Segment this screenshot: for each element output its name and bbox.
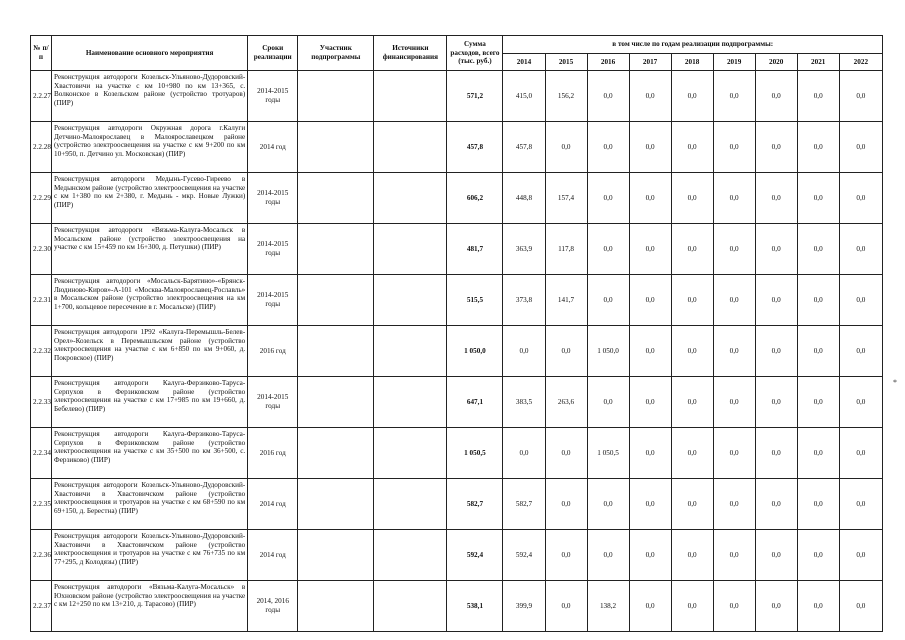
funding-source-cell	[374, 71, 447, 122]
year-amount: 0,0	[671, 479, 713, 530]
year-amount: 0,0	[797, 173, 839, 224]
year-amount: 0,0	[503, 428, 545, 479]
year-amount: 0,0	[545, 581, 587, 632]
col-header-source: Источники финансирования	[374, 36, 447, 71]
year-amount: 0,0	[797, 581, 839, 632]
funding-source-cell	[374, 326, 447, 377]
year-amount: 383,5	[503, 377, 545, 428]
total-amount: 538,1	[447, 581, 503, 632]
year-amount: 0,0	[839, 326, 882, 377]
year-amount: 0,0	[755, 377, 797, 428]
year-amount: 138,2	[587, 581, 629, 632]
year-amount: 0,0	[671, 122, 713, 173]
year-amount: 373,8	[503, 275, 545, 326]
year-amount: 0,0	[587, 377, 629, 428]
table-row	[31, 428, 883, 479]
implementation-period: 2014 год	[248, 530, 298, 581]
year-amount: 0,0	[671, 581, 713, 632]
total-amount: 1 050,5	[447, 428, 503, 479]
year-amount: 0,0	[755, 275, 797, 326]
year-amount: 0,0	[755, 479, 797, 530]
measure-name: Реконструкция автодороги Медынь-Гусево-Гиреево в Медынском районе (устройство электроосвещения на участке с км 1+380 по км 2+380, г. Медынь - мкр. Новые Лужки) (ПИР)	[52, 173, 248, 224]
funding-source-cell	[374, 122, 447, 173]
year-amount: 1 050,0	[587, 326, 629, 377]
year-amount: 0,0	[839, 479, 882, 530]
funding-source-cell	[374, 224, 447, 275]
col-header-year: 2015	[545, 54, 587, 71]
year-amount: 0,0	[629, 173, 671, 224]
year-amount: 0,0	[587, 275, 629, 326]
measure-name: Реконструкция автодороги 1Р92 «Калуга-Перемышль-Белев-Орел»-Козельск в Перемышльском районе (устройство электроосвещения на участке с км 6+850 по км 9+060, д. Покровское) (ПИР)	[52, 326, 248, 377]
table-row	[31, 326, 883, 377]
col-header-year: 2017	[629, 54, 671, 71]
year-amount: 0,0	[629, 428, 671, 479]
participant-cell	[298, 581, 374, 632]
participant-cell	[298, 275, 374, 326]
year-amount: 0,0	[839, 275, 882, 326]
row-number: 2.2.37	[31, 581, 52, 632]
col-header-period: Сроки реализации	[248, 36, 298, 71]
year-amount: 0,0	[545, 479, 587, 530]
measure-name: Реконструкция автодороги Козельск-Ульяново-Дудоровский-Хвастовичи на участке с км 10+980 по км 13+365, с. Волконское в Козельском районе (устройство тротуаров) (ПИР)	[52, 71, 248, 122]
year-amount: 0,0	[713, 581, 755, 632]
year-amount: 0,0	[587, 479, 629, 530]
funding-source-cell	[374, 428, 447, 479]
year-amount: 1 050,5	[587, 428, 629, 479]
year-amount: 0,0	[587, 71, 629, 122]
year-amount: 0,0	[587, 224, 629, 275]
implementation-period: 2014, 2016 годы	[248, 581, 298, 632]
col-header-year: 2018	[671, 54, 713, 71]
measure-name: Реконструкция автодороги Козельск-Ульяново-Дудоровский-Хвастовичи в Хвастовичском районе (устройство электроосвещения и тротуаров на участке с км 68+590 по км 69+150, д. Берестна) (ПИР)	[52, 479, 248, 530]
year-amount: 0,0	[755, 224, 797, 275]
implementation-period: 2014-2015 годы	[248, 71, 298, 122]
year-amount: 0,0	[545, 428, 587, 479]
year-amount: 415,0	[503, 71, 545, 122]
year-amount: 0,0	[713, 479, 755, 530]
year-amount: 0,0	[671, 377, 713, 428]
col-header-name: Наименование основного мероприятия	[52, 36, 248, 71]
implementation-period: 2016 год	[248, 428, 298, 479]
funding-source-cell	[374, 530, 447, 581]
year-amount: 0,0	[713, 173, 755, 224]
year-amount: 0,0	[797, 428, 839, 479]
year-amount: 592,4	[503, 530, 545, 581]
implementation-period: 2014 год	[248, 479, 298, 530]
year-amount: 0,0	[713, 377, 755, 428]
program-measures-table	[30, 35, 883, 632]
implementation-period: 2014-2015 годы	[248, 173, 298, 224]
table-row	[31, 71, 883, 122]
table-row	[31, 224, 883, 275]
row-number: 2.2.30	[31, 224, 52, 275]
year-amount: 0,0	[629, 224, 671, 275]
implementation-period: 2014 год	[248, 122, 298, 173]
total-amount: 592,4	[447, 530, 503, 581]
year-amount: 0,0	[839, 173, 882, 224]
year-amount: 0,0	[713, 275, 755, 326]
year-amount: 0,0	[629, 377, 671, 428]
total-amount: 1 050,0	[447, 326, 503, 377]
year-amount: 0,0	[839, 224, 882, 275]
table-row	[31, 530, 883, 581]
year-amount: 0,0	[629, 530, 671, 581]
year-amount: 0,0	[797, 326, 839, 377]
year-amount: 0,0	[797, 71, 839, 122]
year-amount: 0,0	[629, 479, 671, 530]
year-amount: 0,0	[629, 71, 671, 122]
col-header-year: 2014	[503, 54, 545, 71]
year-amount: 582,7	[503, 479, 545, 530]
col-header-years-group: в том числе по годам реализации подпрограммы:	[503, 36, 883, 54]
implementation-period: 2014-2015 годы	[248, 275, 298, 326]
margin-mark: *	[893, 378, 897, 387]
year-amount: 0,0	[797, 224, 839, 275]
col-header-total: Сумма расходов, всего (тыс. руб.)	[447, 36, 503, 71]
measure-name: Реконструкция автодороги «Вязьма-Калуга-Мосальск в Мосальском районе (устройство электроосвещения на участке с км 15+459 по км 16+300, д. Петушки) (ПИР)	[52, 224, 248, 275]
year-amount: 0,0	[839, 377, 882, 428]
header-row-top	[31, 36, 883, 54]
year-amount: 0,0	[713, 122, 755, 173]
col-header-participant: Участник подпрограммы	[298, 36, 374, 71]
row-number: 2.2.36	[31, 530, 52, 581]
year-amount: 0,0	[545, 530, 587, 581]
year-amount: 0,0	[629, 122, 671, 173]
measure-name: Реконструкция автодороги «Мосальск-Барятино»-«Брянск-Людиново-Киров»-А-101 «Москва-Малоярославец-Рославль» в Мосальском районе (устройство электроосвещения на км 1+700, кольцевое пересечение в г. Мосальске) (ПИР)	[52, 275, 248, 326]
year-amount: 0,0	[671, 428, 713, 479]
participant-cell	[298, 326, 374, 377]
table-row	[31, 479, 883, 530]
year-amount: 457,8	[503, 122, 545, 173]
year-amount: 0,0	[503, 326, 545, 377]
measure-name: Реконструкция автодороги Калуга-Ферзиково-Таруса-Серпухов в Ферзиковском районе (устройство электроосвещения на участке с км 35+500 по км 36+500, с. Ферзиково) (ПИР)	[52, 428, 248, 479]
year-amount: 0,0	[713, 71, 755, 122]
year-amount: 0,0	[755, 326, 797, 377]
year-amount: 0,0	[545, 326, 587, 377]
row-number: 2.2.27	[31, 71, 52, 122]
year-amount: 0,0	[545, 122, 587, 173]
year-amount: 0,0	[671, 326, 713, 377]
year-amount: 0,0	[797, 377, 839, 428]
funding-source-cell	[374, 275, 447, 326]
year-amount: 0,0	[629, 581, 671, 632]
participant-cell	[298, 377, 374, 428]
implementation-period: 2014-2015 годы	[248, 377, 298, 428]
row-number: 2.2.35	[31, 479, 52, 530]
year-amount: 0,0	[671, 530, 713, 581]
year-amount: 263,6	[545, 377, 587, 428]
year-amount: 0,0	[797, 530, 839, 581]
year-amount: 0,0	[671, 71, 713, 122]
col-header-year: 2019	[713, 54, 755, 71]
year-amount: 0,0	[797, 479, 839, 530]
year-amount: 0,0	[797, 122, 839, 173]
measure-name: Реконструкция автодороги Окружная дорога г.Калуги Детчино-Малоярославец в Малоярославецком районе (устройство электроосвещения на участке с км 9+200 по км 10+950, п. Детчино ул. Московская) (ПИР)	[52, 122, 248, 173]
row-number: 2.2.33	[31, 377, 52, 428]
year-amount: 0,0	[755, 71, 797, 122]
row-number: 2.2.29	[31, 173, 52, 224]
year-amount: 0,0	[713, 530, 755, 581]
implementation-period: 2016 год	[248, 326, 298, 377]
participant-cell	[298, 224, 374, 275]
table-row	[31, 581, 883, 632]
participant-cell	[298, 122, 374, 173]
year-amount: 0,0	[755, 173, 797, 224]
row-number: 2.2.28	[31, 122, 52, 173]
year-amount: 0,0	[629, 326, 671, 377]
year-amount: 0,0	[587, 173, 629, 224]
funding-source-cell	[374, 479, 447, 530]
participant-cell	[298, 173, 374, 224]
year-amount: 0,0	[839, 71, 882, 122]
col-header-year: 2020	[755, 54, 797, 71]
participant-cell	[298, 530, 374, 581]
year-amount: 0,0	[839, 428, 882, 479]
year-amount: 0,0	[713, 428, 755, 479]
year-amount: 0,0	[671, 275, 713, 326]
col-header-year: 2021	[797, 54, 839, 71]
year-amount: 0,0	[587, 530, 629, 581]
total-amount: 515,5	[447, 275, 503, 326]
year-amount: 0,0	[587, 122, 629, 173]
total-amount: 481,7	[447, 224, 503, 275]
year-amount: 399,9	[503, 581, 545, 632]
year-amount: 363,9	[503, 224, 545, 275]
funding-source-cell	[374, 377, 447, 428]
measure-name: Реконструкция автодороги Козельск-Ульяново-Дудоровский-Хвастовичи в Хвастовичском районе (устройство электроосвещения и тротуаров на участке с км 76+735 по км 77+295, д Колодязы) (ПИР)	[52, 530, 248, 581]
year-amount: 0,0	[755, 122, 797, 173]
funding-source-cell	[374, 581, 447, 632]
total-amount: 582,7	[447, 479, 503, 530]
row-number: 2.2.34	[31, 428, 52, 479]
total-amount: 647,1	[447, 377, 503, 428]
participant-cell	[298, 428, 374, 479]
year-amount: 0,0	[839, 122, 882, 173]
measure-name: Реконструкция автодороги «Вязьма-Калуга-Мосальск» в Юхновском районе (устройство электроосвещения на участке с км 12+250 по км 13+210, д. Тарасово) (ПИР)	[52, 581, 248, 632]
year-amount: 0,0	[629, 275, 671, 326]
year-amount: 0,0	[839, 581, 882, 632]
col-header-number: № п/п	[31, 36, 52, 71]
participant-cell	[298, 479, 374, 530]
total-amount: 457,8	[447, 122, 503, 173]
participant-cell	[298, 71, 374, 122]
year-amount: 157,4	[545, 173, 587, 224]
year-amount: 0,0	[797, 275, 839, 326]
table-row	[31, 275, 883, 326]
year-amount: 0,0	[713, 224, 755, 275]
year-amount: 0,0	[755, 581, 797, 632]
year-amount: 0,0	[755, 428, 797, 479]
year-amount: 448,8	[503, 173, 545, 224]
total-amount: 571,2	[447, 71, 503, 122]
table-row	[31, 122, 883, 173]
total-amount: 606,2	[447, 173, 503, 224]
year-amount: 141,7	[545, 275, 587, 326]
year-amount: 0,0	[839, 530, 882, 581]
year-amount: 156,2	[545, 71, 587, 122]
year-amount: 0,0	[713, 326, 755, 377]
year-amount: 117,8	[545, 224, 587, 275]
row-number: 2.2.31	[31, 275, 52, 326]
row-number: 2.2.32	[31, 326, 52, 377]
year-amount: 0,0	[671, 224, 713, 275]
table-body	[31, 71, 883, 632]
year-amount: 0,0	[671, 173, 713, 224]
implementation-period: 2014-2015 годы	[248, 224, 298, 275]
funding-source-cell	[374, 173, 447, 224]
table-row	[31, 173, 883, 224]
measure-name: Реконструкция автодороги Калуга-Ферзиково-Таруса-Серпухов в Ферзиковском районе (устройство электроосвещения на участке с км 17+985 по км 19+660, д. Бебелево) (ПИР)	[52, 377, 248, 428]
table-row	[31, 377, 883, 428]
year-amount: 0,0	[755, 530, 797, 581]
col-header-year: 2022	[839, 54, 882, 71]
col-header-year: 2016	[587, 54, 629, 71]
